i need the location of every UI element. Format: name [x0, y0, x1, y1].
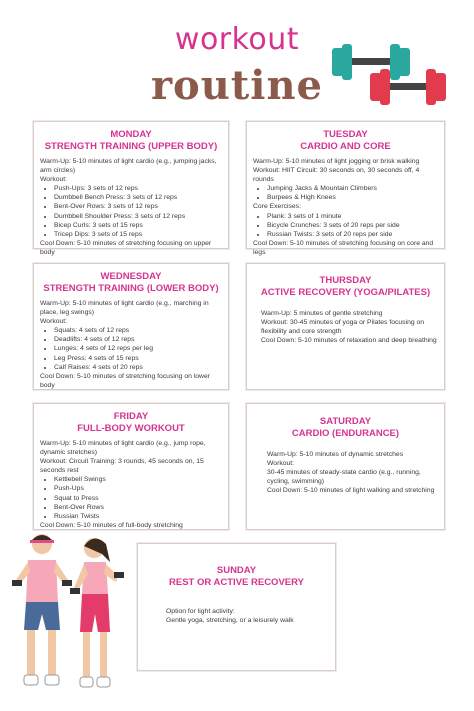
cooldown-text: Cool Down: 5-10 minutes of light walking and stretching	[267, 487, 435, 495]
card-sunday	[137, 543, 336, 671]
list-item: • Russian Twists	[54, 512, 222, 521]
list-item: • Lunges: 4 sets of 12 reps per leg	[54, 344, 222, 353]
card-tuesday	[246, 121, 445, 256]
workout-label: Workout:	[267, 460, 295, 468]
list-item: • Squats: 4 sets of 12 reps	[54, 326, 222, 335]
cooldown-text: Cool Down: 5-10 minutes of full-body stretching	[40, 521, 183, 529]
day-focus: FULL-BODY WORKOUT	[77, 423, 185, 434]
card-friday	[33, 403, 229, 530]
card-saturday	[246, 403, 445, 530]
day-title: WEDNESDAY	[100, 271, 162, 282]
list-item: • Bent-Over Rows	[54, 503, 222, 512]
warmup-text: Warm-Up: 5-10 minutes of light jogging or brisk walking	[253, 158, 420, 165]
list-item: • Push-Ups: 3 sets of 12 reps	[54, 184, 222, 193]
list-item: • Burpees & High Knees	[267, 193, 438, 202]
warmup-text: Warm-Up: 5-10 minutes of light cardio (e.g., jumping jacks, arm circles)	[40, 158, 217, 175]
day-focus: STRENGTH TRAINING (UPPER BODY)	[44, 141, 218, 152]
day-title: FRIDAY	[113, 411, 149, 422]
day-focus: CARDIO (ENDURANCE)	[291, 428, 400, 439]
list-item: • Russian Twists: 3 sets of 20 reps per side	[267, 230, 438, 239]
cooldown-text: Cool Down: 5-10 minutes of stretching focusing on lower body	[40, 372, 211, 389]
man-exercise-illustration	[10, 530, 75, 700]
workout-label: Workout:	[40, 176, 68, 184]
list-item: • Tricep Dips: 3 sets of 15 reps	[54, 230, 222, 239]
option-detail: Gentle yoga, stretching, or a leisurely walk	[166, 617, 294, 625]
dumbbell-red-icon	[368, 66, 448, 108]
card-monday	[33, 121, 229, 256]
list-item: • Plank: 3 sets of 1 minute	[267, 212, 438, 221]
day-title: SUNDAY	[216, 565, 257, 576]
day-title: TUESDAY	[323, 129, 368, 140]
warmup-text: Warm-Up: 5-10 minutes of light cardio (e.g., marching in place, leg swings)	[40, 300, 209, 317]
header-title-workout: workout	[174, 22, 300, 57]
workout-text: 30-45 minutes of steady-state cardio (e.g., running, cycling, swimming)	[267, 469, 421, 486]
workout-text: Workout: 30-45 minutes of yoga or Pilates focusing on flexibility and core strength	[261, 319, 425, 336]
workout-text: Workout: Circuit Training: 3 rounds, 45 seconds on, 15 seconds rest	[40, 458, 204, 475]
list-item: • Deadlifts: 4 sets of 12 reps	[54, 335, 222, 344]
workout-text: Workout: HIIT Circuit: 30 seconds on, 30 seconds off, 4 rounds	[253, 167, 420, 184]
day-title: THURSDAY	[319, 275, 372, 286]
workout-label: Workout:	[40, 318, 68, 326]
cooldown-text: Cool Down: 5-10 minutes of stretching focusing on core and legs	[253, 239, 434, 256]
warmup-text: Warm-Up: 5-10 minutes of dynamic stretches	[267, 451, 404, 458]
warmup-text: Warm-Up: 5-10 minutes of light cardio (e.g., jump rope, dynamic stretches)	[40, 440, 206, 457]
list-item: • Jumping Jacks & Mountain Climbers	[267, 184, 438, 193]
cooldown-text: Cool Down: 5-10 minutes of stretching focusing on upper body	[40, 239, 212, 256]
day-focus: STRENGTH TRAINING (LOWER BODY)	[43, 283, 219, 294]
warmup-text: Warm-Up: 5 minutes of gentle stretching	[261, 310, 383, 317]
list-item: • Bicep Curls: 3 sets of 15 reps	[54, 221, 222, 230]
list-item: • Dumbbell Shoulder Press: 3 sets of 12 reps	[54, 212, 222, 221]
list-item: • Kettlebell Swings	[54, 475, 222, 484]
day-title: MONDAY	[110, 129, 152, 140]
list-item: • Push-Ups	[54, 484, 222, 493]
list-item: • Bicycle Crunches: 3 sets of 20 reps per side	[267, 221, 438, 230]
woman-exercise-illustration	[70, 532, 135, 702]
cooldown-text: Cool Down: 5-10 minutes of relaxation and deep breathing	[261, 337, 437, 345]
day-focus: ACTIVE RECOVERY (YOGA/PILATES)	[260, 287, 431, 298]
card-wednesday	[33, 263, 229, 390]
list-item: • Dumbbell Bench Press: 3 sets of 12 reps	[54, 193, 222, 202]
list-item: • Calf Raises: 4 sets of 20 reps	[54, 363, 222, 372]
list-item: • Leg Press: 4 sets of 15 reps	[54, 354, 222, 363]
day-focus: REST OR ACTIVE RECOVERY	[169, 577, 304, 588]
header-title-routine: routine	[150, 62, 324, 109]
list-item: • Squat to Press	[54, 494, 222, 503]
day-title: SATURDAY	[319, 416, 372, 427]
day-focus: CARDIO AND CORE	[300, 141, 391, 152]
list-item: • Bent-Over Rows: 3 sets of 12 reps	[54, 202, 222, 211]
core-label: Core Exercises:	[253, 203, 301, 211]
card-thursday	[246, 263, 445, 390]
option-text: Option for light activity:	[166, 608, 235, 615]
